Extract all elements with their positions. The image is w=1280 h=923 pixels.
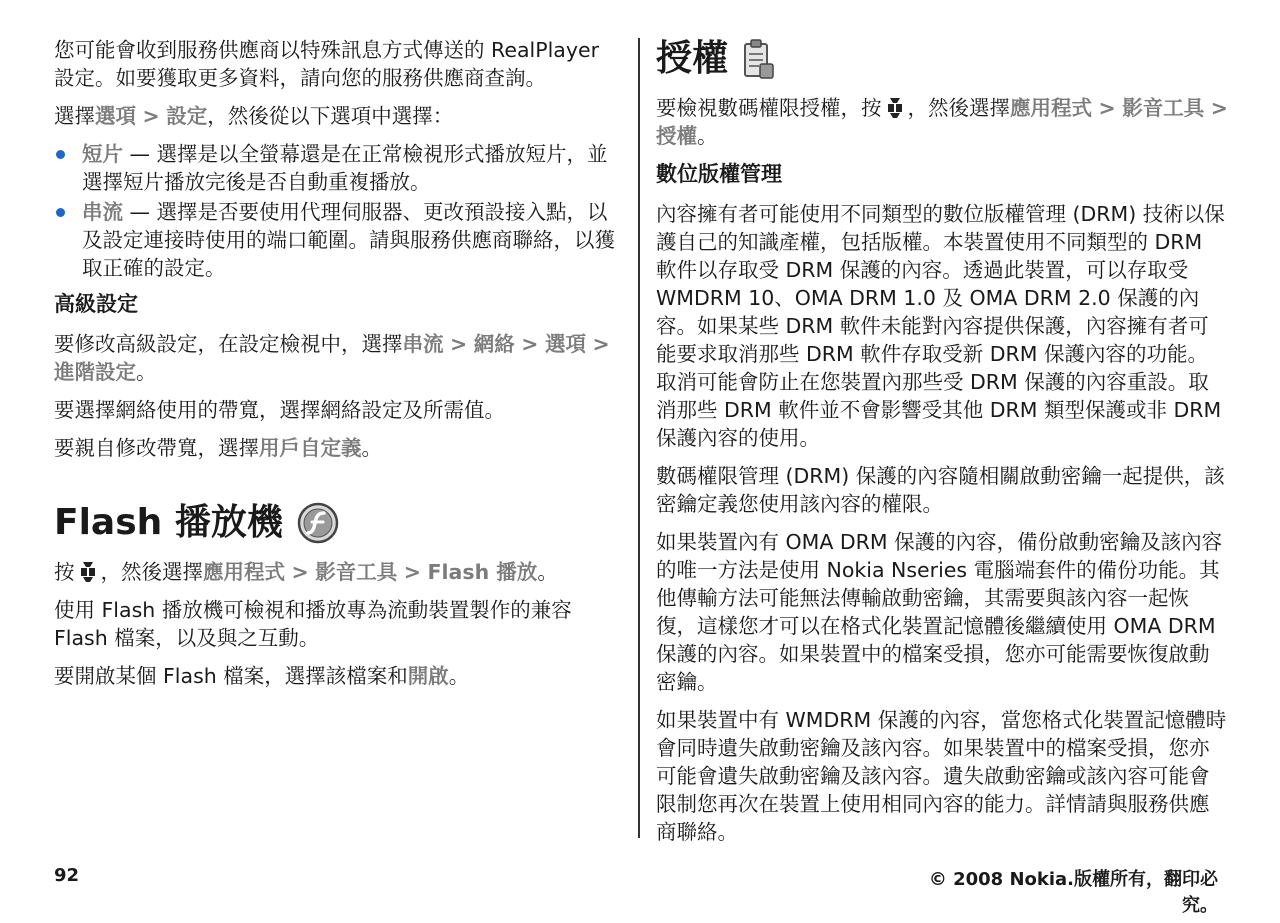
drm-paragraph-1: 內容擁有者可能使用不同類型的數位版權管理 (DRM) 技術以保護自己的知識產權，包括版權。本裝置使用不同類型的 DRM 軟件以存取受 DRM 保護的內容。透過此裝置，可以存取受 WMDRM 10、OMA DRM 1.0 及 OMA DRM 2.0 保護的內容。如果某些 DRM 軟件未能對內容提供保護，內容擁有者可能要求取消那些 DRM 軟件存取受新 DRM 保護內容的功能。取消可能會防止在您裝置內那些受 DRM 保護的內容重設。取消那些 DRM 軟件並不會影響受其他 DRM 類型保護或非 DRM 保護內容的使用。 [656,202,1225,450]
list-item: 串流 — 選擇是否要使用代理伺服器、更改預設接入點，以及設定連接時使用的端口範圍。請與服務供應商聯絡，以獲取正確的設定。 [54,198,626,282]
select-instruction: 選擇選項 > 設定，然後從以下選項中選擇： [54,104,454,128]
advanced-instruction: 要修改高級設定，在設定檢視中，選擇串流 > 網絡 > 選項 > 進階設定。 [54,332,610,384]
flash-player-heading: Flash 播放機 [54,500,626,546]
left-column [54,36,626,700]
right-column [656,36,1228,856]
advanced-settings-heading: 高級設定 [54,292,138,316]
list-item: 短片 — 選擇是以全螢幕還是在正常檢視形式播放短片，並選擇短片播放完後是否自動重複播放。 [54,140,626,196]
menu-options: 選項 [95,104,136,128]
custom-bandwidth-instruction: 要親自修改帶寬，選擇用戶自定義。 [54,436,382,460]
drm-heading: 數位版權管理 [656,162,782,186]
flash-icon [297,502,339,544]
term-streaming: 串流 [82,200,123,224]
flash-description: 使用 Flash 播放機可檢視和播放專為流動裝置製作的兼容 Flash 檔案，以及與之互動。 [54,598,572,650]
menu-settings: 設定 [166,104,208,128]
license-instruction: 要檢視數碼權限授權，按 ，然後選擇應用程式 > 影音工具 > 授權。 [656,96,1228,148]
flash-open-instruction: 按 ，然後選擇應用程式 > 影音工具 > Flash 播放。 [54,560,558,584]
drm-paragraph-2: 數碼權限管理 (DRM) 保護的內容隨相關啟動密鑰一起提供，該密鑰定義您使用該內容的權限。 [656,464,1225,516]
term-clips: 短片 [82,142,123,166]
bandwidth-instruction: 要選擇網絡使用的帶寬，選擇網絡設定及所需值。 [54,398,505,422]
flash-file-instruction: 要開啟某個 Flash 檔案，選擇該檔案和開啟。 [54,664,470,688]
drm-paragraph-3: 如果裝置內有 OMA DRM 保護的內容，備份啟動密鑰及該內容的唯一方法是使用 Nokia Nseries 電腦端套件的備份功能。其他傳輸方法可能無法傳輸啟動密鑰，其需要與該內容一起恢復，這樣您才可以在格式化裝置記憶體後繼續使用 OMA DRM 保護的內容。如果裝置中的檔案受損，您亦可能需要恢復啟動密鑰。 [656,530,1223,694]
realplayer-intro: 您可能會收到服務供應商以特殊訊息方式傳送的 RealPlayer 設定。如要獲取更多資料，請向您的服務供應商查詢。 [54,38,600,90]
column-divider [638,38,640,838]
menu-key-icon [79,560,97,584]
page-number: 92 [54,865,80,886]
license-clipboard-icon [742,38,776,80]
license-heading: 授權 [656,36,1228,82]
drm-paragraph-4: 如果裝置中有 WMDRM 保護的內容，當您格式化裝置記憶體時會同時遺失啟動密鑰及該內容。如果裝置中的檔案受損，您亦可能會遺失啟動密鑰及該內容。遺失啟動密鑰或該內容可能會限制您再次在裝置上使用相同內容的能力。詳情請與服務供應商聯絡。 [656,708,1227,844]
copyright-notice: © 2008 Nokia.版權所有，翻印必究。 [928,869,1218,916]
menu-key-icon [886,96,904,120]
settings-list [54,140,626,282]
